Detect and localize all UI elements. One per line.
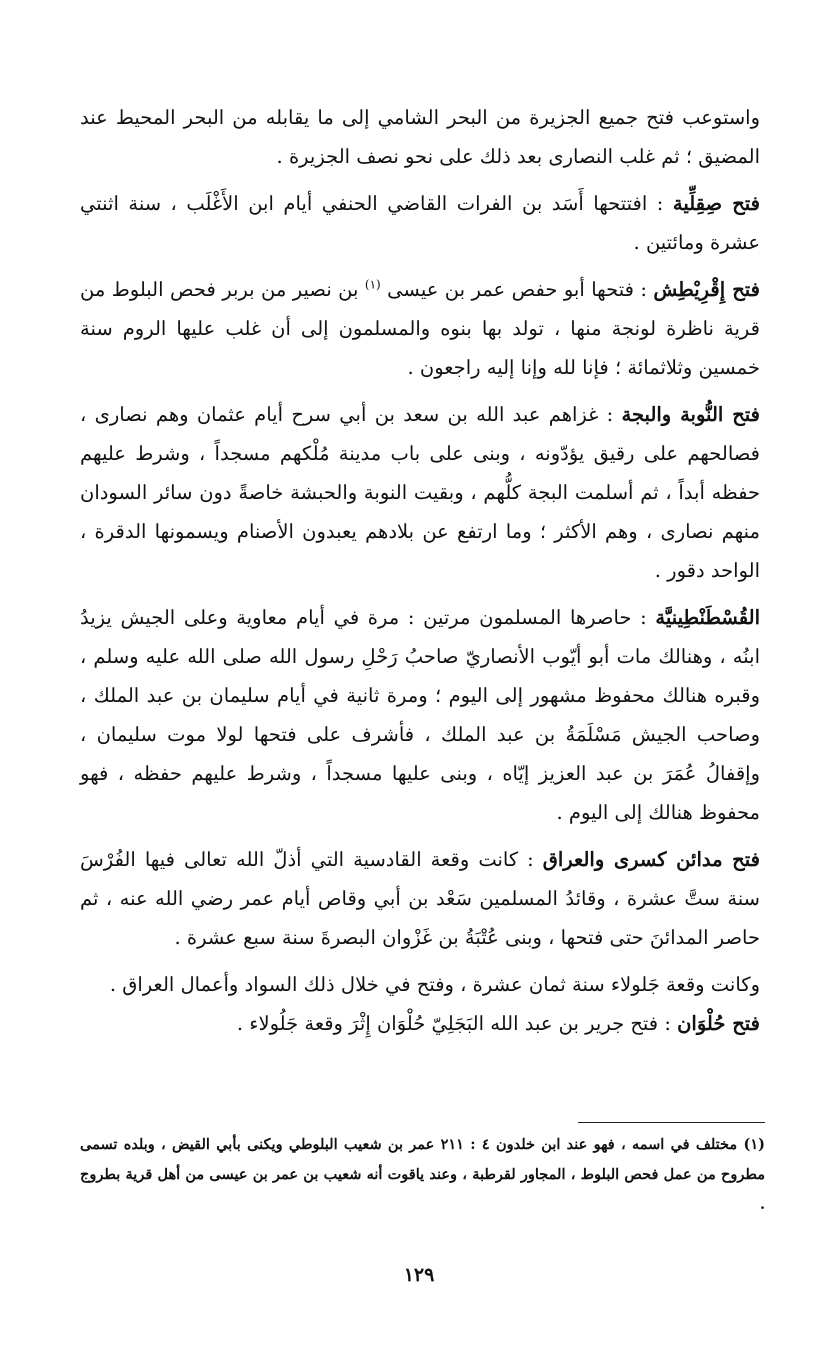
heading-sicily: فتح صِقِلِّية: [672, 192, 760, 215]
main-text: [80, 98, 760, 1051]
footnote-1: (١) مختلف في اسمه ، فهو عند ابن خلدون ٤ : ٢١١ عمر بن شعيب البلوطي ويكنى بأبي القيض ، وبلده تسمى مطروح من عمل فحص البلوط ، المجاور لقرطبة ، وعند ياقوت أنه شعيب بن عمر بن عيسى من أهل قرية بطروج .: [80, 1136, 765, 1213]
paragraph-jazira: [80, 98, 760, 176]
heading-madain: فتح مدائن كسرى والعراق: [542, 848, 760, 871]
paragraph-crete: [80, 270, 760, 387]
heading-hulwan: فتح حُلْوَان: [677, 1012, 760, 1035]
heading-constantinople: القُسْطَنْطِينيَّة: [655, 606, 760, 629]
paragraph-text: : فتحها أبو حفص عمر بن عيسى: [380, 278, 654, 301]
paragraph-text: وكانت وقعة جَلولاء سنة ثمان عشرة ، وفتح في خلال ذلك السواد وأعمال العراق .: [109, 973, 760, 996]
footnote-divider: [578, 1122, 765, 1123]
paragraph-jalula: [80, 965, 760, 1004]
paragraph-text: بن نصير من بربر فحص البلوط من قرية ناظرة لونجة منها ، تولد بها بنوه والمسلمون إلى أن غلب عليها الروم سنة خمسين وثلاثمائة ؛ فإنا لله وإنا إليه راجعون .: [80, 278, 760, 379]
paragraph-hulwan: [80, 1004, 760, 1043]
heading-nubia: فتح النُّوبة والبجة: [621, 403, 760, 426]
paragraph-nubia: [80, 395, 760, 590]
paragraph-text: : كانت وقعة القادسية التي أذلّ الله تعالى فيها الفُرْسَ سنة ستَّ عشرة ، وقائدُ المسلمين سَعْد بن أبي وقاص أيام عمر رضي الله عنه ، ثم حاصر المدائنَ حتى فتحها ، وبنى عُتْبَةُ بن غَزْوان البصرةَ سنة سبع عشرة .: [80, 848, 760, 949]
paragraph-constantinople: [80, 598, 760, 832]
paragraph-text: : حاصرها المسلمون مرتين : مرة في أيام معاوية وعلى الجيش يزيدُ ابنُه ، وهنالك مات أبو أيّوب الأنصاريّ صاحبُ رَحْلِ رسول الله صلى الله عليه وسلم ، وقبره هنالك محفوظ مشهور إلى اليوم ؛ ومرة ثانية في أيام سليمان بن عبد الملك ، وصاحب الجيش مَسْلَمَةُ بن عبد الملك ، فأشرف على فتحها لولا موت سليمان ، وإقفالُ عُمَرَ بن عبد العزيز إيّاه ، وبنى عليها مسجداً ، وشرط عليهم حفظه ، فهو محفوظ هنالك إلى اليوم .: [80, 606, 760, 824]
footnotes: [80, 1130, 765, 1220]
paragraph-text: : افتتحها أَسَد بن الفرات القاضي الحنفي أيام ابن الأَغْلَب ، سنة اثنتي عشرة ومائتين .: [80, 192, 760, 254]
paragraph-text: : فتح جرير بن عبد الله البَجَلِيّ حُلْوَان إِثْرَ وقعة جَلُولاء .: [236, 1012, 678, 1035]
footnote-ref: (١): [364, 277, 381, 292]
paragraph-madain: [80, 840, 760, 957]
paragraph-text: : غزاهم عبد الله بن سعد بن أبي سرح أيام عثمان وهم نصارى ، فصالحهم على رقيق يؤدّونه ، وبنى على باب مدينة مُلْكهم مسجداً ، وشرط عليهم حفظه أبداً ، ثم أسلمت البجة كلُّهم ، وبقيت النوبة والحبشة خاصةً دون سائر السودان منهم نصارى ، وهم الأكثر ؛ وما ارتفع عن بلادهم يعبدون الأصنام ويسمونها الدقرة ، الواحد دقور .: [80, 403, 760, 582]
heading-crete: فتح إِقْرِيْطِش: [653, 278, 760, 301]
paragraph-text: واستوعب فتح جميع الجزيرة من البحر الشامي إلى ما يقابله من البحر المحيط عند المضيق ؛ ثم غلب النصارى بعد ذلك على نحو نصف الجزيرة .: [80, 106, 760, 168]
paragraph-sicily: [80, 184, 760, 262]
page-number: ١٢٩: [403, 1264, 435, 1286]
